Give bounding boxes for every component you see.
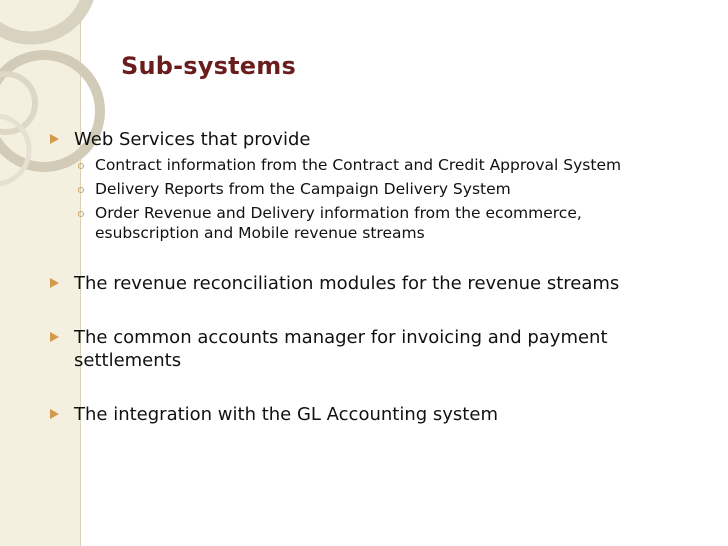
bullet-text: The common accounts manager for invoicing and payment settlements — [74, 327, 608, 371]
sub-bullet-circle-icon — [78, 163, 84, 169]
sub-bullet-circle-icon — [78, 187, 84, 193]
sub-bullet-item — [74, 155, 690, 175]
sub-bullet-list — [74, 155, 690, 243]
sub-bullet-text: Delivery Reports from the Campaign Delivery System — [95, 180, 511, 198]
sub-bullet-circle-icon — [78, 211, 84, 217]
bullet-item-web-services — [50, 128, 690, 243]
bullet-arrow-icon — [50, 332, 59, 342]
bullet-arrow-icon — [50, 409, 59, 419]
slide-title: Sub-systems — [121, 52, 296, 80]
sub-bullet-text: Contract information from the Contract and Credit Approval System — [95, 156, 622, 174]
bullet-text: Web Services that provide — [74, 129, 311, 150]
bullet-list — [50, 128, 690, 426]
bullet-item-gl-integration — [50, 403, 690, 426]
bullet-arrow-icon — [50, 278, 59, 288]
bullet-item-reconciliation — [50, 272, 690, 295]
bullet-text: The revenue reconciliation modules for the revenue streams — [74, 273, 620, 294]
bullet-arrow-icon — [50, 134, 59, 144]
bullet-item-accounts-manager — [50, 326, 690, 372]
sub-bullet-item — [74, 179, 690, 199]
sub-bullet-item — [74, 203, 690, 243]
sub-bullet-text: Order Revenue and Delivery information from the ecommerce, esubscription and Mobile revenue streams — [95, 204, 582, 242]
bullet-text: The integration with the GL Accounting system — [74, 404, 498, 425]
